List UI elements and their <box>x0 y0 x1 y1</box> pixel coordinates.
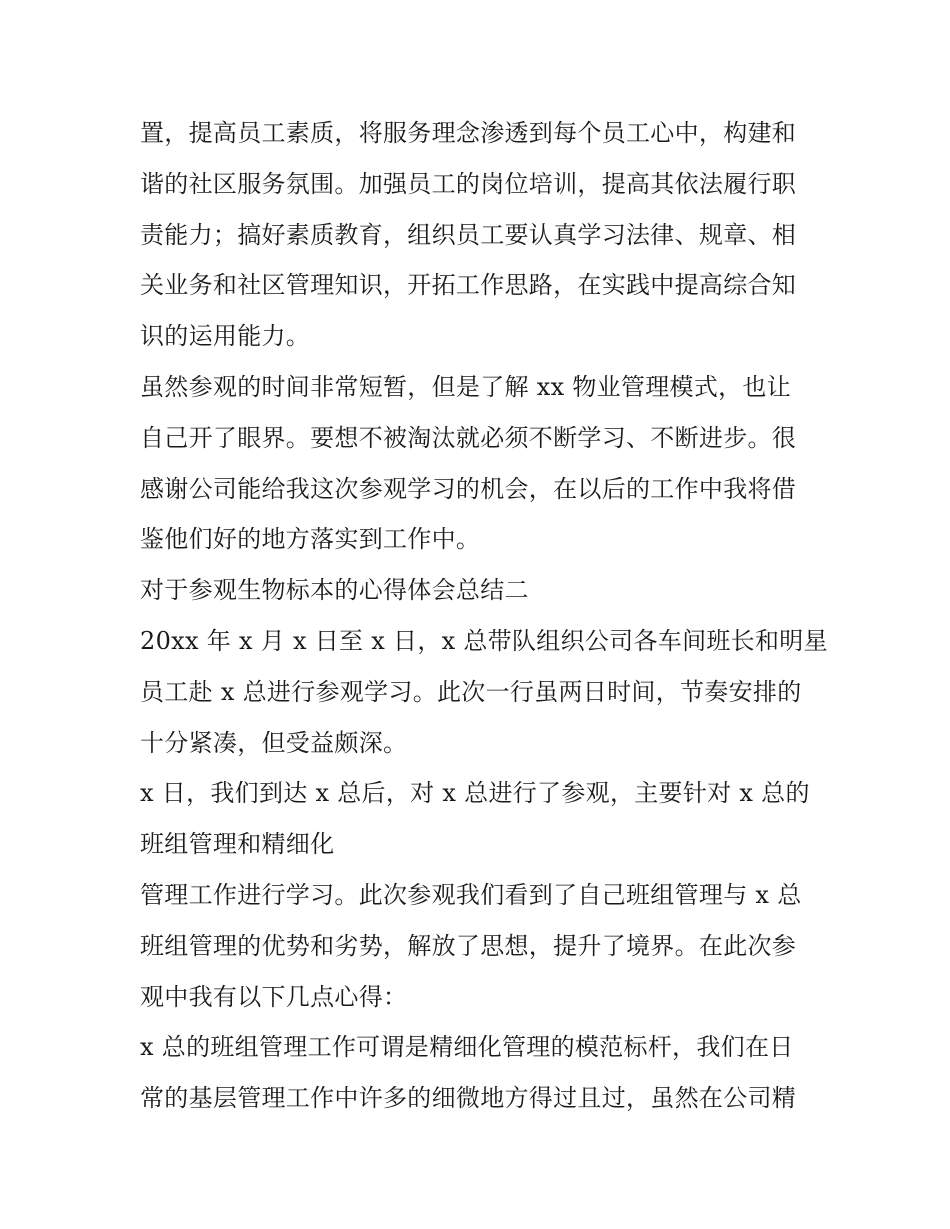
text-line: 常的基层管理工作中许多的细微地方得过且过，虽然在公司精 <box>140 1084 797 1113</box>
text-line: x 总的班组管理工作可谓是精细化管理的模范标杆，我们在日 <box>140 1033 794 1062</box>
text-line: 鉴他们好的地方落实到工作中。 <box>140 525 481 554</box>
text-line: 虽然参观的时间非常短暂，但是了解 xx 物业管理模式，也让 <box>140 372 792 401</box>
text-line: 20xx 年 x 月 x 日至 x 日，x 总带队组织公司各车间班长和明星 <box>140 626 828 655</box>
section-heading: 对于参观生物标本的心得体会总结二 <box>140 576 529 605</box>
text-line: 观中我有以下几点心得： <box>140 982 408 1011</box>
text-line: 识的运用能力。 <box>140 322 311 351</box>
text-line: 十分紧凑，但受益颇深。 <box>140 728 408 757</box>
document-body <box>140 108 828 1124</box>
text-line: 谐的社区服务氛围。加强员工的岗位培训，提高其依法履行职 <box>140 169 797 198</box>
text-line: 感谢公司能给我这次参观学习的机会，在以后的工作中我将借 <box>140 474 797 503</box>
text-line: 关业务和社区管理知识，开拓工作思路，在实践中提高综合知 <box>140 271 797 300</box>
text-line: x 日，我们到达 x 总后，对 x 总进行了参观，主要针对 x 总的 <box>140 779 810 808</box>
text-line: 班组管理和精细化 <box>140 830 335 859</box>
text-line: 管理工作进行学习。此次参观我们看到了自己班组管理与 x 总 <box>140 880 802 909</box>
text-line: 置，提高员工素质，将服务理念渗透到每个员工心中，构建和 <box>140 119 797 147</box>
text-line: 员工赴 x 总进行参观学习。此次一行虽两日时间，节奏安排的 <box>140 677 802 706</box>
text-line: 班组管理的优势和劣势，解放了思想，提升了境界。在此次参 <box>140 931 797 960</box>
text-line: 责能力；搞好素质教育，组织员工要认真学习法律、规章、相 <box>140 220 797 249</box>
text-line: 自己开了眼界。要想不被淘汰就必须不断学习、不断进步。很 <box>140 423 797 452</box>
